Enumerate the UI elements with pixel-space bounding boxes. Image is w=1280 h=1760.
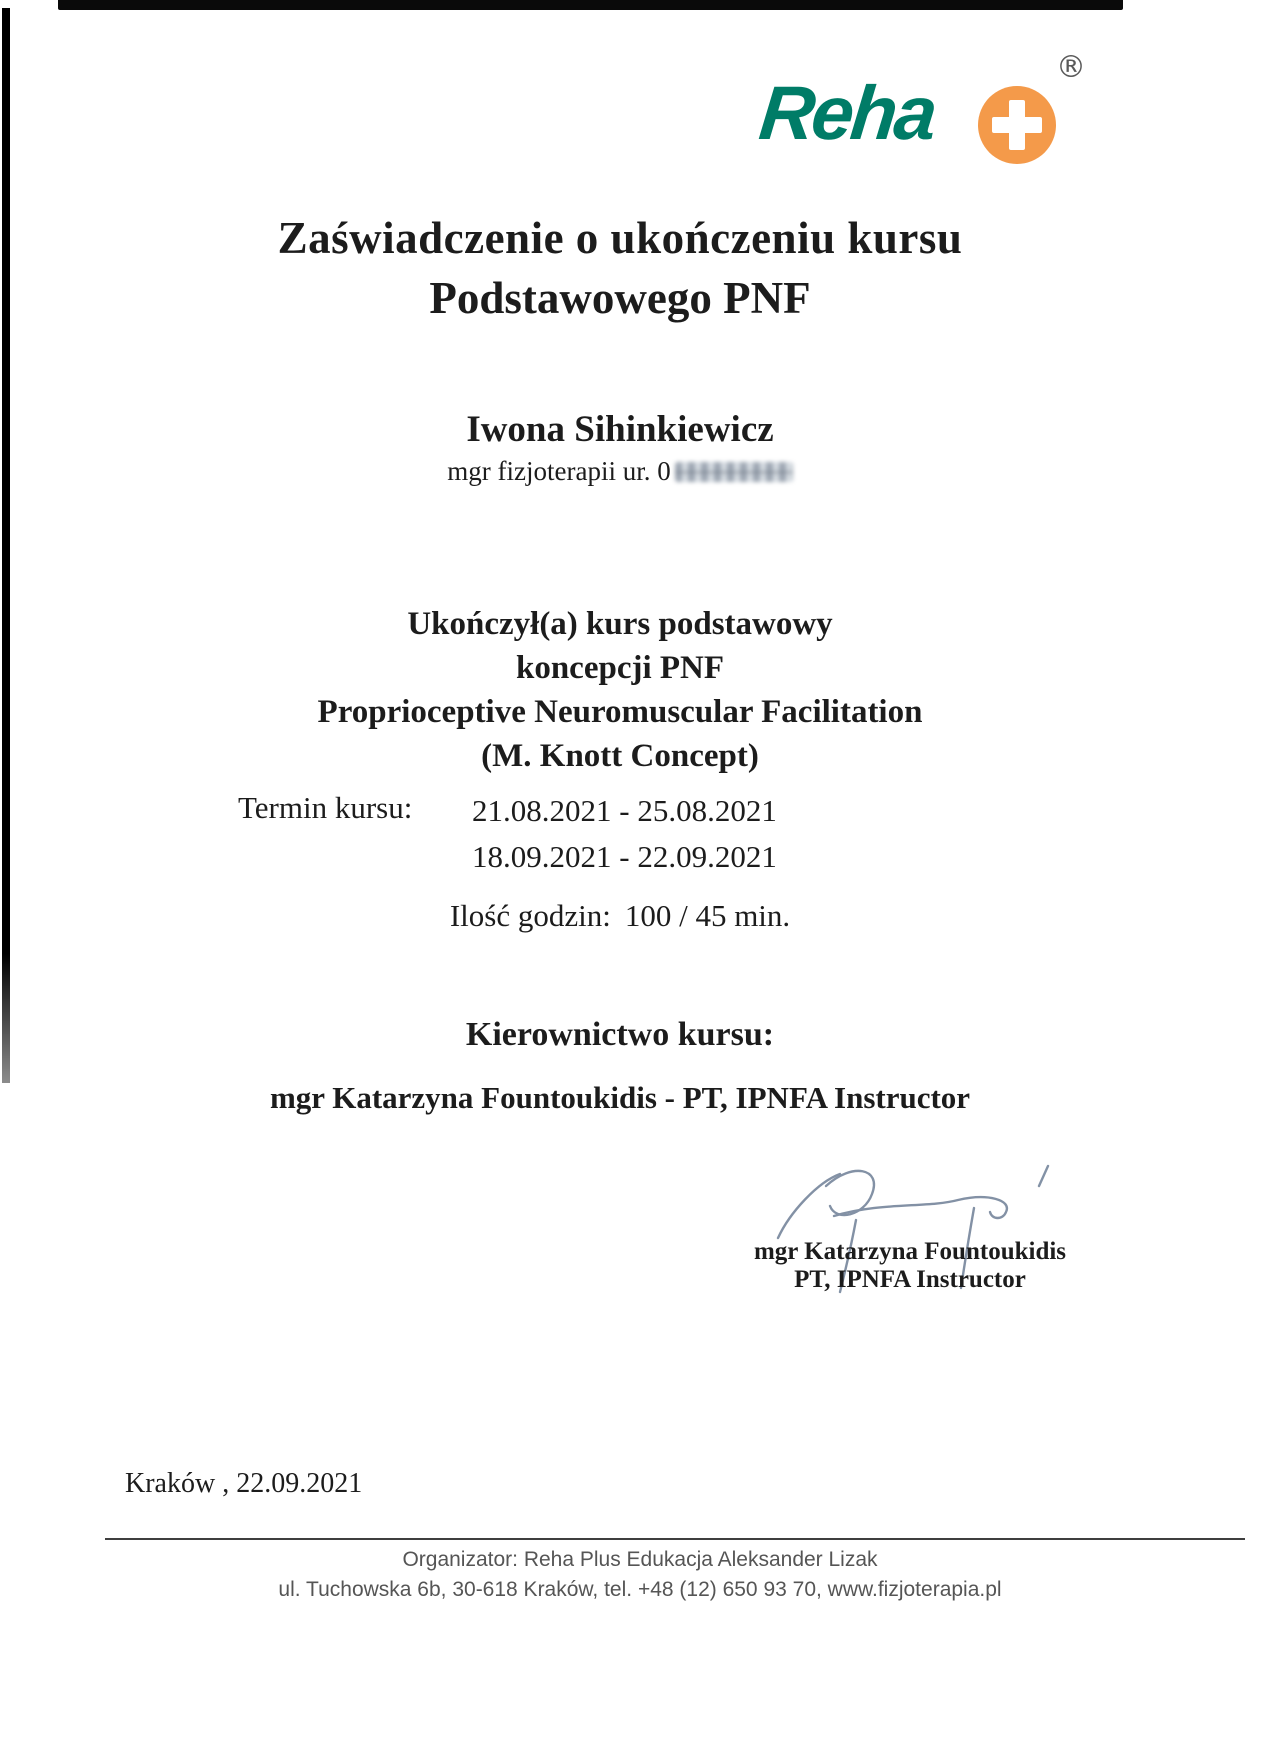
signature-title: PT, IPNFA Instructor: [794, 1266, 1026, 1293]
certificate-title-line1: Zaświadczenie o ukończeniu kursu: [277, 213, 963, 263]
recipient-name: Iwona Sihinkiewicz: [466, 409, 774, 450]
management-instructor: mgr Katarzyna Fountoukidis - PT, IPNFA Instructor: [269, 1080, 971, 1115]
hours-line: [0, 898, 1240, 934]
footer-organizer: Organizator: Reha Plus Edukacja Aleksander Lizak: [402, 1548, 878, 1571]
recipient-credentials: [0, 456, 1240, 487]
footer-divider: [105, 1538, 1245, 1540]
course-statement-line4: (M. Knott Concept): [481, 738, 759, 774]
term-label: Termin kursu:: [238, 790, 413, 825]
term-date-2: 18.09.2021 - 22.09.2021: [472, 839, 777, 874]
course-statement-line3: Proprioceptive Neuromuscular Facilitation: [317, 694, 923, 730]
logo-brand-text: Reha: [755, 71, 939, 156]
signature-name: mgr Katarzyna Fountoukidis: [753, 1238, 1067, 1265]
term-date-1: 21.08.2021 - 25.08.2021: [472, 793, 777, 828]
credentials-label: mgr fizjoterapii ur. 0: [447, 456, 671, 486]
term-dates: [472, 788, 777, 880]
course-statement-line1: Ukończył(a) kurs podstawowy: [407, 606, 833, 642]
signature-block: [700, 1160, 1120, 1294]
course-statement-line2: koncepcji PNF: [515, 650, 725, 686]
hours-label: Ilość godzin:: [449, 898, 611, 933]
hours-value: 100 / 45 min.: [624, 898, 791, 933]
plus-icon: [978, 86, 1056, 164]
scan-artifact-top: [58, 0, 1123, 10]
certificate-title-line2: Podstawowego PNF: [429, 273, 811, 323]
reha-plus-logo: [755, 50, 1090, 178]
redacted-number: [675, 462, 793, 482]
management-heading: Kierownictwo kursu:: [465, 1016, 775, 1053]
registered-trademark-icon: ®: [1056, 50, 1086, 85]
footer-address: ul. Tuchowska 6b, 30-618 Kraków, tel. +48 (12) 650 93 70, www.fizjoterapia.pl: [278, 1578, 1002, 1601]
place-and-date: Kraków , 22.09.2021: [125, 1468, 363, 1499]
